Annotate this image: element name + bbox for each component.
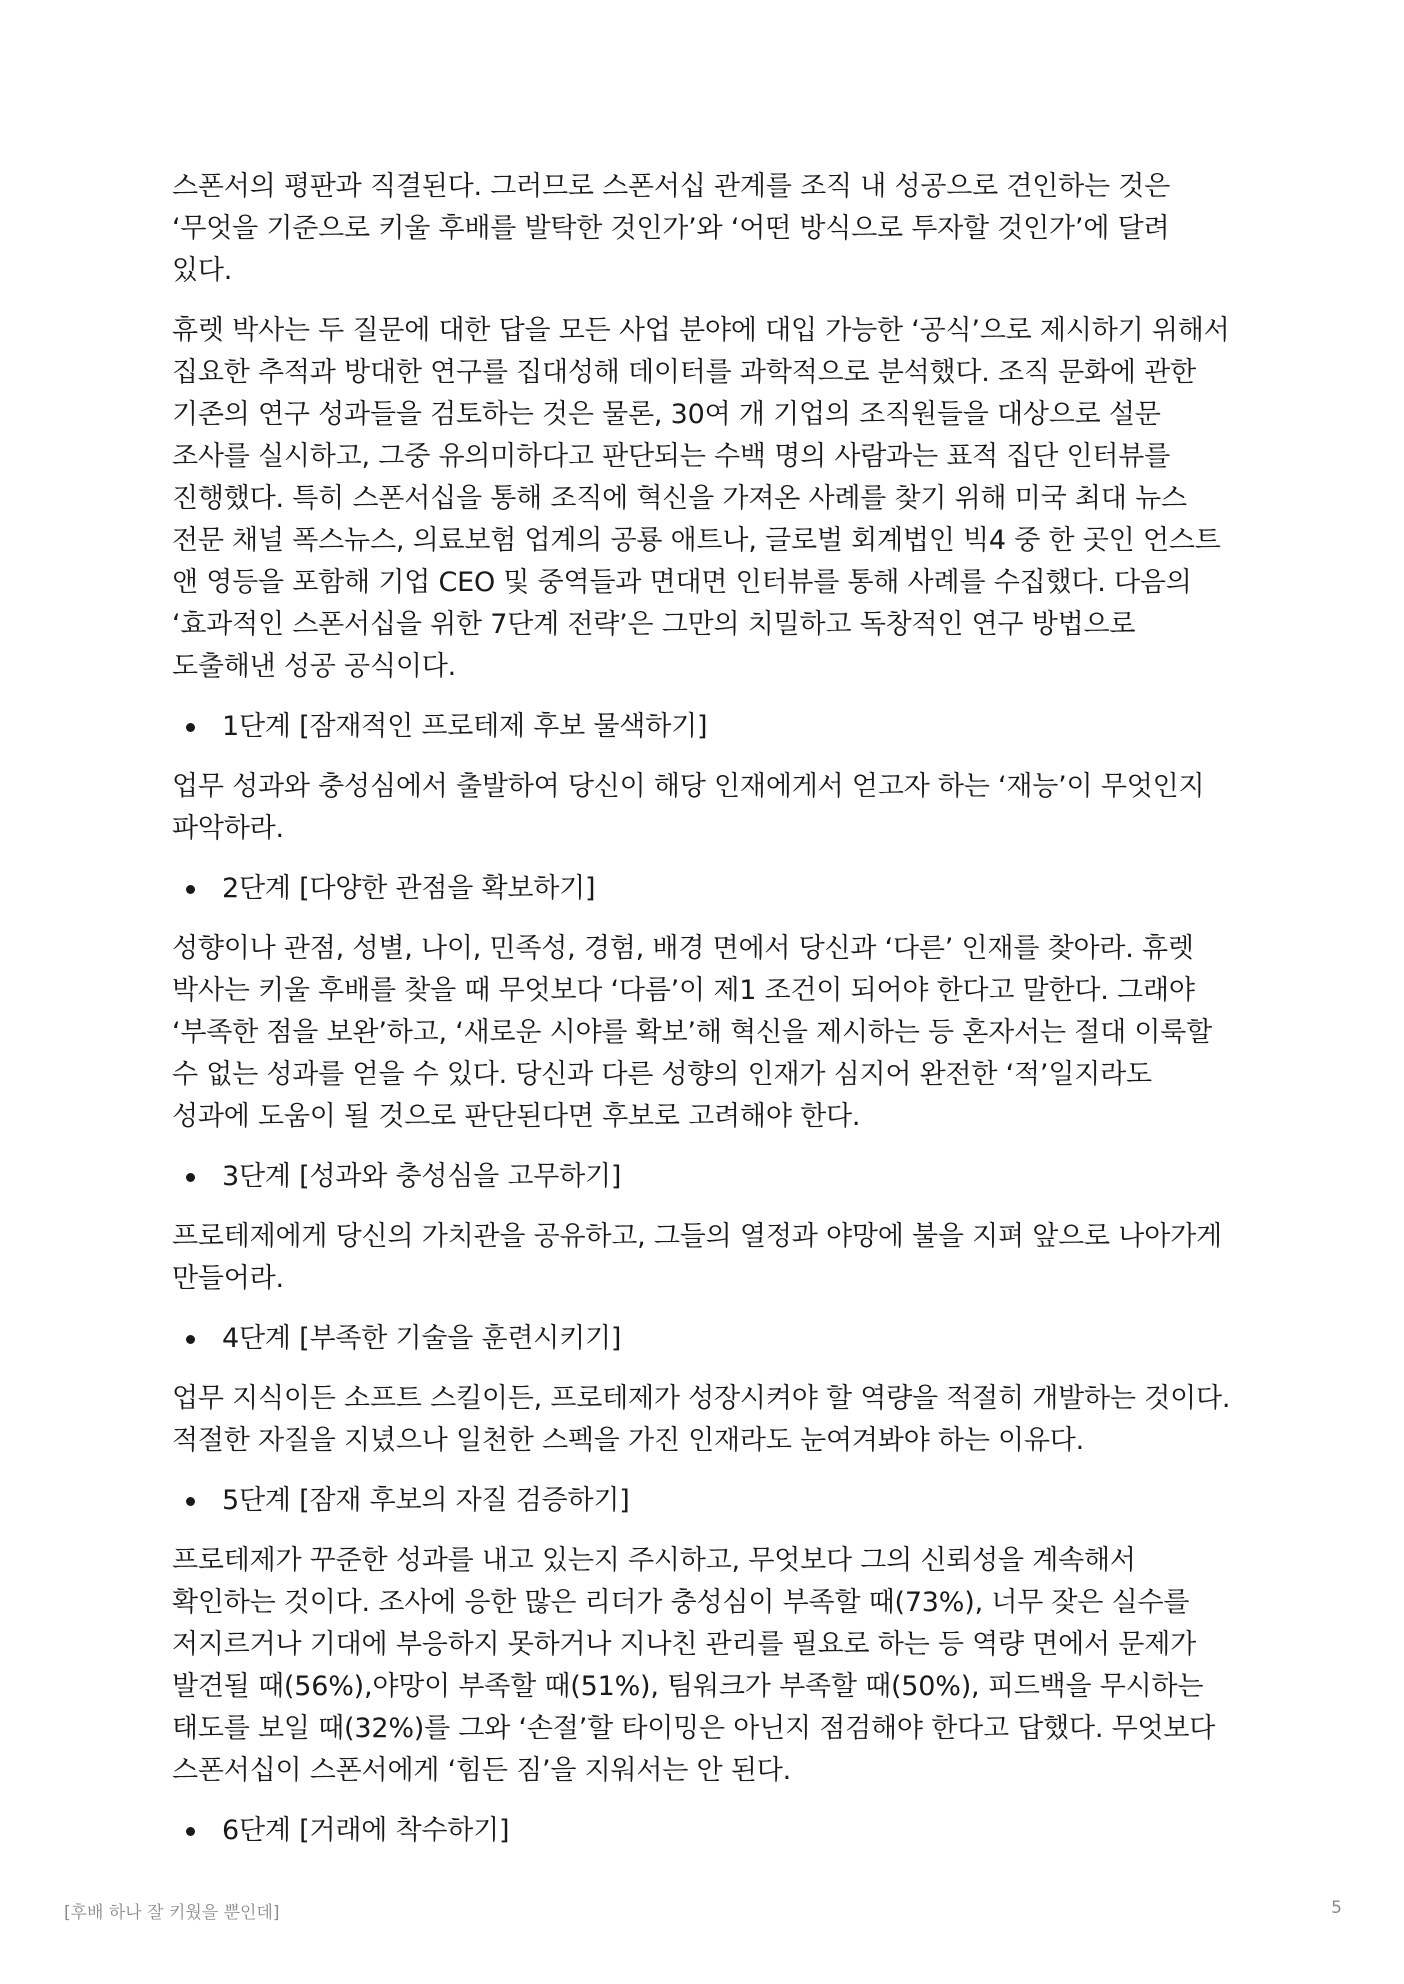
- step-2-body: 성향이나 관점, 성별, 나이, 민족성, 경험, 배경 면에서 당신과 ‘다른’ 인재를 찾아라. 휴렛 박사는 키울 후배를 찾을 때 무엇보다 ‘다름’이 제1 조건이 되어야 한다고 말한다. 그래야 ‘부족한 점을 보완’하고, ‘새로운 시야를 확보’해 혁신을 제시하는 등 혼자서는 절대 이룩할 수 없는 성과를 얻을 수 있다. 당신과 다른 성향의 인재가 심지어 완전한 ‘적’일지라도 성과에 도움이 될 것으로 판단된다면 후보로 고려해야 한다.: [172, 933, 1212, 1132]
- step-2-title: 2단계 [다양한 관점을 확보하기]: [222, 873, 596, 904]
- step-3-heading: [172, 1156, 1234, 1198]
- bullet-icon: [186, 1827, 195, 1836]
- step-3-body: 프로테제에게 당신의 가치관을 공유하고, 그들의 열정과 야망에 불을 지펴 앞으로 나아가게 만들어라.: [172, 1221, 1222, 1294]
- paragraph-intro: 스폰서의 평판과 직결된다. 그러므로 스폰서십 관계를 조직 내 성공으로 견인하는 것은 ‘무엇을 기준으로 키울 후배를 발탁한 것인가’와 ‘어떤 방식으로 투자할 것인가’에 달려 있다.: [172, 171, 1171, 286]
- bullet-icon: [186, 1335, 195, 1344]
- step-6-title: 6단계 [거래에 착수하기]: [222, 1815, 510, 1846]
- step-4-body: 업무 지식이든 소프트 스킬이든, 프로테제가 성장시켜야 할 역량을 적절히 개발하는 것이다. 적절한 자질을 지녔으나 일천한 스펙을 가진 인재라도 눈여겨봐야 하는 이유다.: [172, 1383, 1231, 1456]
- footer-page-number: 5: [1331, 1898, 1342, 1918]
- step-5-title: 5단계 [잠재 후보의 자질 검증하기]: [222, 1485, 630, 1516]
- step-2-heading: [172, 868, 1234, 910]
- step-1-title: 1단계 [잠재적인 프로테제 후보 물색하기]: [222, 711, 708, 742]
- footer-book-title: [후배 하나 잘 키웠을 뿐인데]: [64, 1903, 280, 1923]
- step-5-heading: [172, 1480, 1234, 1522]
- bullet-icon: [186, 885, 195, 894]
- step-6-heading: [172, 1810, 1234, 1852]
- paragraph-research: 휴렛 박사는 두 질문에 대한 답을 모든 사업 분야에 대입 가능한 ‘공식’으로 제시하기 위해서 집요한 추적과 방대한 연구를 집대성해 데이터를 과학적으로 분석했다. 조직 문화에 관한 기존의 연구 성과들을 검토하는 것은 물론, 30여 개 기업의 조직원들을 대상으로 설문 조사를 실시하고, 그중 유의미하다고 판단되는 수백 명의 사람과는 표적 집단 인터뷰를 진행했다. 특히 스폰서십을 통해 조직에 혁신을 가져온 사례를 찾기 위해 미국 최대 뉴스 전문 채널 폭스뉴스, 의료보험 업계의 공룡 애트나, 글로벌 회계법인 빅4 중 한 곳인 언스트 앤 영등을 포함해 기업 CEO 및 중역들과 면대면 인터뷰를 통해 사례를 수집했다. 다음의 ‘효과적인 스폰서십을 위한 7단계 전략’은 그만의 치밀하고 독창적인 연구 방법으로 도출해낸 성공 공식이다.: [172, 315, 1230, 682]
- document-body: [172, 166, 1234, 1870]
- step-4-title: 4단계 [부족한 기술을 훈련시키기]: [222, 1323, 622, 1354]
- step-4-heading: [172, 1318, 1234, 1360]
- bullet-icon: [186, 1173, 195, 1182]
- step-3-title: 3단계 [성과와 충성심을 고무하기]: [222, 1161, 622, 1192]
- bullet-icon: [186, 723, 195, 732]
- step-1-heading: [172, 706, 1234, 748]
- bullet-icon: [186, 1497, 195, 1506]
- step-1-body: 업무 성과와 충성심에서 출발하여 당신이 해당 인재에게서 얻고자 하는 ‘재능’이 무엇인지 파악하라.: [172, 771, 1205, 844]
- step-5-body: 프로테제가 꾸준한 성과를 내고 있는지 주시하고, 무엇보다 그의 신뢰성을 계속해서 확인하는 것이다. 조사에 응한 많은 리더가 충성심이 부족할 때(73%), 너무 잦은 실수를 저지르거나 기대에 부응하지 못하거나 지나친 관리를 필요로 하는 등 역량 면에서 문제가 발견될 때(56%),야망이 부족할 때(51%), 팀워크가 부족할 때(50%), 피드백을 무시하는 태도를 보일 때(32%)를 그와 ‘손절’할 타이밍은 아닌지 점검해야 한다고 답했다. 무엇보다 스폰서십이 스폰서에게 ‘힘든 짐’을 지워서는 안 된다.: [172, 1545, 1216, 1786]
